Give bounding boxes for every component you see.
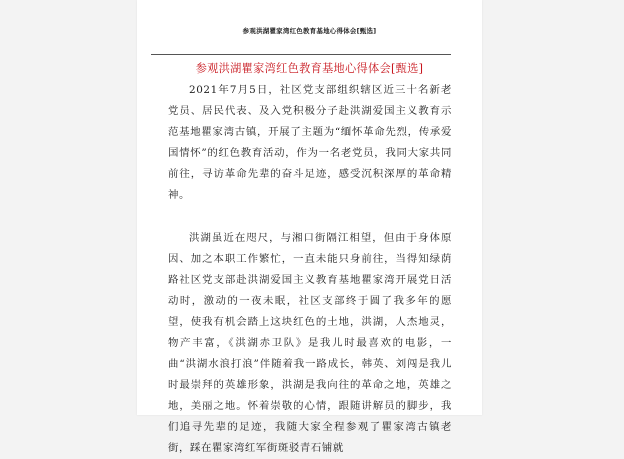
document-page <box>137 0 482 454</box>
paragraph-1: 2021年7月5日，社区党支部组织辖区近三十名新老党员、居民代表、及入党积极分子赴洪湖爱国主义教育示范基地瞿家湾古镇，开展了主题为“缅怀革命先烈，传承爱国情怀”的红色教育活动，作为一名老党员，我同大家共同前往，寻访革命先辈的奋斗足迹，感受沉积深厚的革命精神。 <box>168 84 452 201</box>
header-rule <box>151 54 451 55</box>
document-title: 参观洪湖瞿家湾红色教育基地心得体会[甄选] <box>195 62 424 75</box>
running-header: 参观洪湖瞿家湾红色教育基地心得体会[甄选] <box>242 27 377 35</box>
paragraph-2: 洪湖虽近在咫尺，与湘口街隔江相望，但由于身体原因、加之本职工作繁忙，一直未能只身前往，当得知绿荫路社区党支部赴洪湖爱国主义教育基地瞿家湾开展党日活动时，激动的一夜未眠，社区支部终于圆了我多年的愿望，使我有机会踏上这块红色的土地，洪湖，人杰地灵，物产丰富，《洪湖赤卫队》是我儿时最喜欢的电影，一曲“洪湖水浪打浪”伴随着我一路成长，韩英、刘闯是我儿时最崇拜的英雄形象，洪湖是我向往的革命之地，英雄之地，美丽之地。怀着崇敬的心情，跟随讲解员的脚步，我们追寻先辈的足迹，我随大家全程参观了瞿家湾古镇老街，踩在瞿家湾红军街斑驳青石铺就 <box>168 232 452 454</box>
